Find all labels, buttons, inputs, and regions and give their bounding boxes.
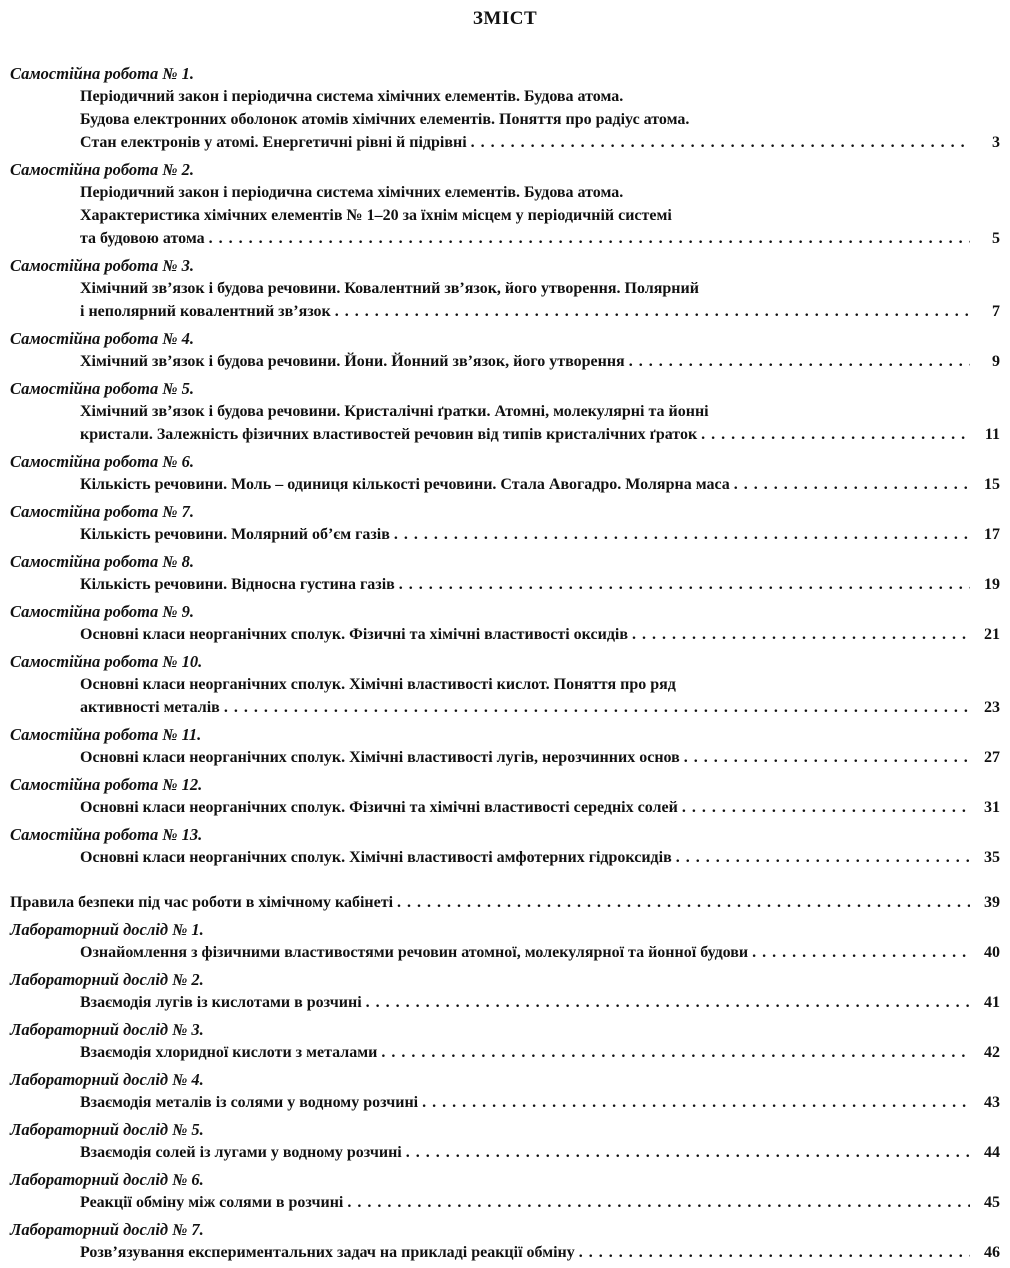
- page-number: 27: [984, 749, 1000, 766]
- toc-entry-last-line: [10, 473, 1000, 496]
- page-number: 17: [984, 526, 1000, 543]
- toc-entry-heading: Самостійна робота № 5.: [10, 379, 194, 398]
- dot-leader: [406, 1141, 970, 1164]
- page-number: 11: [984, 426, 1000, 443]
- dot-leader: [701, 423, 970, 446]
- toc-entry-last-line: [10, 131, 1000, 154]
- page-title: ЗМІСТ: [472, 8, 538, 29]
- toc-entry-heading: Самостійна робота № 9.: [10, 602, 194, 621]
- page-number: 45: [984, 1194, 1000, 1211]
- toc-entry-text: Кількість речовини. Молярний об’єм газів: [80, 526, 390, 543]
- toc-entry-heading: Самостійна робота № 7.: [10, 502, 194, 521]
- dot-leader: [224, 696, 970, 719]
- dot-leader: [209, 227, 970, 250]
- toc-entry-heading: Самостійна робота № 6.: [10, 452, 194, 471]
- toc-entry-last-line: [10, 523, 1000, 546]
- toc-entry: [10, 773, 1000, 819]
- dot-leader: [422, 1091, 970, 1114]
- toc-entry-last-line: [10, 1191, 1000, 1214]
- page-number: 39: [984, 894, 1000, 911]
- page-number: 43: [984, 1094, 1000, 1111]
- page-number: 46: [984, 1244, 1000, 1261]
- toc-entry: [10, 723, 1000, 769]
- toc-entry: [10, 254, 1000, 323]
- dot-leader: [684, 746, 970, 769]
- toc-entry-last-line: [10, 746, 1000, 769]
- toc-entry-last-line: [10, 227, 1000, 250]
- dot-leader: [399, 573, 970, 596]
- dot-leader: [394, 523, 970, 546]
- toc-entry-last-line: [10, 1041, 1000, 1064]
- toc-entry: [10, 1168, 1000, 1214]
- toc-entry-heading: Самостійна робота № 1.: [10, 64, 194, 83]
- toc-entry-text: Хімічний зв’язок і будова речовини. Йони. Йонний зв’язок, його утворення: [80, 353, 625, 370]
- dot-leader: [397, 891, 970, 914]
- toc-entry: [10, 918, 1000, 964]
- toc-entry-heading: Самостійна робота № 2.: [10, 160, 194, 179]
- toc-entry-heading: Самостійна робота № 11.: [10, 725, 202, 744]
- dot-leader: [335, 300, 970, 323]
- toc-entry-heading: Лабораторний дослід № 6.: [10, 1170, 204, 1189]
- toc-entry-last-line: [10, 623, 1000, 646]
- page-number: 19: [984, 576, 1000, 593]
- toc-entry: [10, 891, 1000, 914]
- toc-entry-text: кристали. Залежність фізичних властивостей речовин від типів кристалічних ґраток: [80, 426, 698, 443]
- toc-entry-last-line: [10, 300, 1000, 323]
- page-number: 41: [984, 994, 1000, 1011]
- dot-leader: [579, 1241, 970, 1264]
- toc-entry-heading: Самостійна робота № 4.: [10, 329, 194, 348]
- toc-entry-last-line: [10, 1091, 1000, 1114]
- toc-entry-last-line: [10, 991, 1000, 1014]
- toc-entry: [10, 158, 1000, 250]
- toc-entry-heading: Лабораторний дослід № 1.: [10, 920, 204, 939]
- page-number: 21: [984, 626, 1000, 643]
- toc-entry: [10, 62, 1000, 154]
- toc-entry-line: Основні класи неорганічних сполук. Хімічні властивості кислот. Поняття про ряд: [80, 676, 676, 693]
- toc-entry-heading: Лабораторний дослід № 2.: [10, 970, 204, 989]
- toc-entry-line: Будова електронних оболонок атомів хімічних елементів. Поняття про радіус атома.: [80, 111, 690, 128]
- page-number: 44: [984, 1144, 1000, 1161]
- toc-entry-last-line: [10, 796, 1000, 819]
- toc-entry: [10, 500, 1000, 546]
- dot-leader: [366, 991, 970, 1014]
- toc-entry-heading: Самостійна робота № 12.: [10, 775, 203, 794]
- dot-leader: [632, 623, 970, 646]
- toc-entry-heading: Лабораторний дослід № 5.: [10, 1120, 204, 1139]
- toc-entry-text: та будовою атома: [80, 230, 205, 247]
- toc-entry-line: Хімічний зв’язок і будова речовини. Ковалентний зв’язок, його утворення. Полярний: [80, 280, 699, 297]
- page-number: 42: [984, 1044, 1000, 1061]
- page-number: 35: [984, 849, 1000, 866]
- toc-entry-last-line: [10, 1141, 1000, 1164]
- dot-leader: [629, 350, 970, 373]
- toc-entry-last-line: [10, 696, 1000, 719]
- toc-entry-heading: Самостійна робота № 3.: [10, 256, 194, 275]
- toc-entry-last-line: [10, 941, 1000, 964]
- toc-entry: [10, 1068, 1000, 1114]
- toc-entry-heading: Лабораторний дослід № 3.: [10, 1020, 204, 1039]
- toc-entry-heading: Лабораторний дослід № 7.: [10, 1220, 204, 1239]
- dot-leader: [676, 846, 970, 869]
- dot-leader: [682, 796, 970, 819]
- toc-entry-heading: Самостійна робота № 13.: [10, 825, 203, 844]
- toc-entry-text: Взаємодія хлоридної кислоти з металами: [80, 1044, 378, 1061]
- dot-leader: [752, 941, 970, 964]
- toc-entry-line: Періодичний закон і періодична система хімічних елементів. Будова атома.: [80, 184, 624, 201]
- toc-entry: [10, 377, 1000, 446]
- toc-entry-text: Основні класи неорганічних сполук. Хімічні властивості лугів, нерозчинних основ: [80, 749, 680, 766]
- toc-entry-text: Стан електронів у атомі. Енергетичні рівні й підрівні: [80, 134, 467, 151]
- toc-entry-text: Розв’язування експериментальних задач на прикладі реакції обміну: [80, 1244, 575, 1261]
- toc-entry: [10, 823, 1000, 869]
- toc-entry-text: Основні класи неорганічних сполук. Фізичні та хімічні властивості середніх солей: [80, 799, 678, 816]
- dot-leader: [471, 131, 970, 154]
- page-number: 5: [992, 230, 1000, 247]
- toc-entry: [10, 1018, 1000, 1064]
- toc-entry: [10, 600, 1000, 646]
- toc-entry-line: Характеристика хімічних елементів № 1–20 за їхнім місцем у періодичній системі: [80, 207, 672, 224]
- toc-entry-last-line: [10, 573, 1000, 596]
- toc-entry: [10, 968, 1000, 1014]
- dot-leader: [381, 1041, 970, 1064]
- toc-entry-heading: Лабораторний дослід № 4.: [10, 1070, 204, 1089]
- toc-entry-text: Основні класи неорганічних сполук. Хімічні властивості амфотерних гідроксидів: [80, 849, 672, 866]
- toc-entry: [10, 450, 1000, 496]
- toc-entry: [10, 327, 1000, 373]
- toc-entry-text: Ознайомлення з фізичними властивостями речовин атомної, молекулярної та йонної будови: [80, 944, 749, 961]
- toc-entry-last-line: [10, 1241, 1000, 1264]
- toc-entry-text: Кількість речовини. Відносна густина газів: [80, 576, 395, 593]
- toc-entry-text: Правила безпеки під час роботи в хімічному кабінеті: [10, 894, 394, 911]
- toc-entry-line: Періодичний закон і періодична система хімічних елементів. Будова атома.: [80, 88, 624, 105]
- toc-entry: [10, 1118, 1000, 1164]
- toc-entry-last-line: [10, 846, 1000, 869]
- toc-entry-last-line: [10, 423, 1000, 446]
- toc-entry-text: Взаємодія солей із лугами у водному розчині: [80, 1144, 402, 1161]
- toc-entry-text: активності металів: [80, 699, 220, 716]
- toc-entry-line: Хімічний зв’язок і будова речовини. Кристалічні ґратки. Атомні, молекулярні та йонні: [80, 403, 709, 420]
- page-number: 3: [992, 134, 1000, 151]
- toc-entry-text: Реакції обміну між солями в розчині: [80, 1194, 344, 1211]
- toc-entry: [10, 550, 1000, 596]
- page-number: 40: [984, 944, 1000, 961]
- toc-entry-text: Основні класи неорганічних сполук. Фізичні та хімічні властивості оксидів: [80, 626, 628, 643]
- toc-entry-heading: Самостійна робота № 8.: [10, 552, 194, 571]
- page-number: 23: [984, 699, 1000, 716]
- toc-entry-last-line: [10, 350, 1000, 373]
- toc-entry: [10, 650, 1000, 719]
- toc-entry-text: і неполярний ковалентний зв’язок: [80, 303, 331, 320]
- toc-entry-heading: Самостійна робота № 10.: [10, 652, 203, 671]
- toc-entry: [10, 1218, 1000, 1264]
- table-of-contents: [10, 62, 1000, 1268]
- dot-leader: [734, 473, 970, 496]
- page-number: 31: [984, 799, 1000, 816]
- toc-entry-text: Взаємодія лугів із кислотами в розчині: [80, 994, 362, 1011]
- toc-entry-last-line: [10, 891, 1000, 914]
- page-number: 9: [992, 353, 1000, 370]
- dot-leader: [347, 1191, 970, 1214]
- toc-entry-text: Взаємодія металів із солями у водному розчині: [80, 1094, 419, 1111]
- toc-entry-text: Кількість речовини. Моль – одиниця кількості речовини. Стала Авогадро. Молярна маса: [80, 476, 730, 493]
- page-number: 7: [992, 303, 1000, 320]
- page-number: 15: [984, 476, 1000, 493]
